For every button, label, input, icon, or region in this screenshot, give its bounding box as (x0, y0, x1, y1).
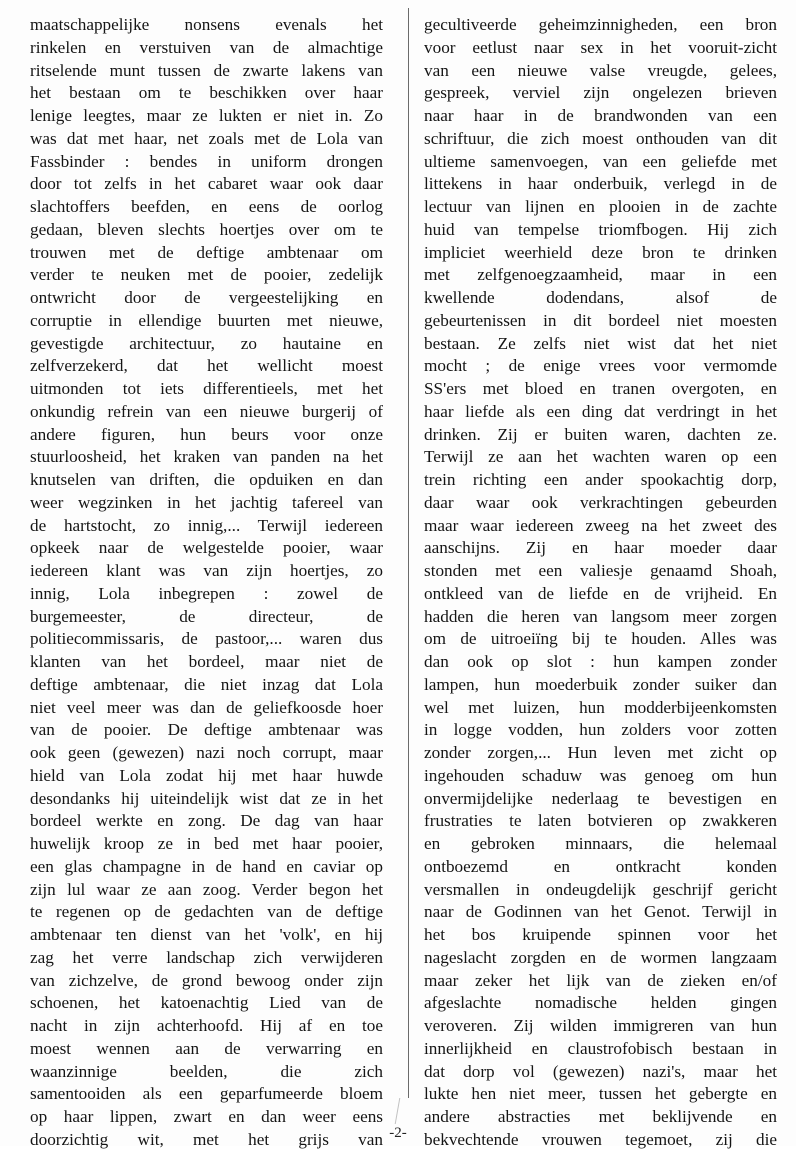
text-line: stonden met een valiesje genaamd Shoah, (424, 561, 777, 580)
text-line: littekens in haar onderbuik, verlegd in de (424, 174, 777, 194)
text-line: knutselen van driften, die opduiken en dan (30, 470, 383, 489)
text-line: stuurloosheid, het kraken van panden na het (30, 447, 383, 467)
text-line: ook geen (gewezen) nazi noch corrupt, maar (30, 743, 383, 762)
text-line: Fassbinder : bendes in uniform drongen (30, 151, 383, 171)
text-line: verder te neuken met de pooier, zedelijk (30, 265, 383, 285)
text-line: wel met luizen, hun modderbijeenkomsten (424, 697, 777, 717)
text-line: ritselende munt tussen de zwarte lakens van (30, 60, 383, 80)
text-line: SS'ers met bloed en tranen overgoten, en (424, 379, 777, 398)
text-line: weer wegzinken in het jachtig tafereel van (30, 492, 383, 512)
text-line: maatschappelijke nonsens evenals het (30, 15, 383, 34)
text-line: veroveren. Zij wilden immigreren van hun (424, 1016, 777, 1035)
text-line: innerlijkheid en claustrofobisch bestaan in (424, 1038, 777, 1058)
text-line: andere figuren, hun beurs voor onze (30, 424, 383, 444)
text-line: op haar lippen, zwart en dan weer eens (30, 1107, 383, 1126)
text-line: opkeek naar de welgestelde pooier, waar (30, 538, 383, 558)
text-line: te regenen op de gedachten van de deftige (30, 902, 383, 922)
text-line: gedaan, bleven slechts hoertjes over om te (30, 219, 383, 239)
text-line: moest wennen aan de verwarring en (30, 1038, 383, 1058)
text-line: deftige ambtenaar, die niet inzag dat Lola (30, 674, 383, 694)
text-line: naar de Godinnen van het Genot. Terwijl in (424, 902, 777, 922)
text-line: aanschijns. Zij en haar moeder daar (424, 538, 777, 558)
text-line: slachtoffers beefden, en eens de oorlog (30, 197, 383, 216)
text-line: ontkleed van de liefde en de vrijheid. En (424, 583, 777, 603)
text-line: waanzinnige beelden, die zich (30, 1061, 383, 1081)
text-line: iedereen klant was van zijn hoertjes, zo (30, 561, 383, 580)
text-line: onkundig refrein van een nieuwe burgerij of (30, 401, 383, 421)
text-line: gevestigde architectuur, zo hautaine en (30, 333, 383, 353)
text-line: maar zeker het lijk van de zieken en/of (424, 970, 777, 990)
right-text-column (424, 14, 777, 1152)
text-line: dan ook op slot : hun kampen zonder (424, 652, 777, 671)
text-line: nageslacht zorgden en de wormen langzaam (424, 947, 777, 967)
text-line: rinkelen en verstuiven van de almachtige (30, 37, 383, 57)
text-line: zelfverzekerd, dat het wellicht moest (30, 356, 383, 376)
text-line: versmallen in ondeugdelijk geschrijf gericht (424, 879, 777, 899)
text-line: zag het verre landschap zich verwijderen (30, 947, 383, 967)
text-line: gecultiveerde geheimzinnigheden, een bron (424, 15, 777, 34)
text-line: uitmonden tot iets differentieels, met het (30, 379, 383, 398)
text-line: schoenen, het katoenachtig Lied van de (30, 993, 383, 1013)
text-line: innig, Lola inbegrepen : zowel de (30, 583, 383, 603)
text-line: hield van Lola zodat hij met haar huwde (30, 765, 383, 785)
text-line: nacht in zijn achterhoofd. Hij af en toe (30, 1016, 383, 1035)
text-line: het bestaan om te beschikken over haar (30, 83, 383, 103)
text-line: zijn lul waar ze aan zoog. Verder begon het (30, 879, 383, 899)
text-line: andere abstracties met beklijvende en (424, 1107, 777, 1126)
text-line: ingehouden schaduw was genoeg om hun (424, 765, 777, 785)
text-line: de hartstocht, zo innig,... Terwijl iedereen (30, 515, 383, 535)
text-line: daar waar ook verkrachtingen gebeurden (424, 492, 777, 512)
text-line: Terwijl ze aan het wachten waren op een (424, 447, 777, 467)
text-line: dat dorp vol (gewezen) nazi's, maar het (424, 1061, 777, 1081)
text-line: niet veel meer was dan de geliefkoosde hoer (30, 697, 383, 717)
text-line: klanten van het bordeel, maar niet de (30, 652, 383, 671)
text-line: afgeslachte nomadische helden gingen (424, 993, 777, 1013)
text-line: lectuur van lijnen en plooien in de zachte (424, 197, 777, 216)
text-line: doorzichtig wit, met het grijs van (30, 1129, 383, 1149)
text-line: in logge vodden, hun zolders voor zotten (424, 720, 777, 740)
scan-artifact (395, 1098, 415, 1124)
text-line: bestaan. Ze zelfs niet wist dat het niet (424, 333, 777, 353)
text-line: lukte hen niet meer, tussen het gebergte en (424, 1084, 777, 1104)
text-line: maar waar iedereen zweeg na het zweet des (424, 515, 777, 535)
text-line: en gebroken minnaars, die helemaal (424, 834, 777, 853)
text-line: voor eetlust naar sex in het vooruit-zicht (424, 37, 777, 57)
text-line: naar haar in de brandwonden van een (424, 106, 777, 125)
text-line: zonder zorgen,... Hun leven met zicht op (424, 743, 777, 762)
text-line: desondanks hij uiteindelijk wist dat ze in het (30, 788, 383, 808)
text-line: ambtenaar ten dienst van het 'volk', en hij (30, 925, 383, 944)
text-line: van zichzelve, de grond bewoog onder zijn (30, 970, 383, 990)
page-number: -2- (389, 1125, 407, 1141)
text-line: politiecommissaris, de pastoor,... waren dus (30, 629, 383, 649)
text-line: ultieme samenvoegen, van een geliefde met (424, 151, 777, 171)
text-line: mocht ; de enige vrees voor vermomde (424, 356, 777, 376)
text-line: van een nieuwe valse vreugde, gelees, (424, 60, 777, 80)
text-line: kwellende dodendans, alsof de (424, 288, 777, 307)
column-divider (408, 8, 409, 1098)
text-line: huwelijk kroop ze in bed met haar pooier, (30, 834, 383, 853)
text-line: met zelfgenoegzaamheid, maar in een (424, 265, 777, 285)
text-line: huid van tempelse triomfbogen. Hij zich (424, 219, 777, 239)
text-line: lampen, hun moederbuik zonder suiker dan (424, 674, 777, 694)
text-line: corruptie in ellendige buurten met nieuwe, (30, 310, 383, 330)
text-line: drinken. Zij er buiten waren, dachten ze. (424, 424, 777, 444)
text-line: frustraties te laten botvieren op zwakkeren (424, 811, 777, 831)
text-line: lenige leegtes, maar ze lukten er niet in. Zo (30, 106, 383, 125)
text-line: gebeurtenissen in dit bordeel niet moesten (424, 310, 777, 330)
text-line: samentooiden als een geparfumeerde bloem (30, 1084, 383, 1104)
text-line: was dat met haar, net zoals met de Lola van (30, 128, 383, 148)
text-line: bekvechtende vrouwen tegemoet, zij die (424, 1129, 777, 1149)
text-line: schriftuur, die zich moest onthouden van dit (424, 128, 777, 148)
text-line: gespreek, verviel zijn ongelezen brieven (424, 83, 777, 103)
text-line: ontboezemd en ontkracht konden (424, 856, 777, 876)
text-line: trein richting een ander spookachtig dorp, (424, 470, 777, 489)
text-line: impliciet weerhield deze bron te drinken (424, 242, 777, 262)
text-line: burgemeester, de directeur, de (30, 606, 383, 626)
text-line: hadden die heren van langsom meer zorgen (424, 606, 777, 626)
text-line: van de pooier. De deftige ambtenaar was (30, 720, 383, 740)
text-line: onvermijdelijke nederlaag te bevestigen en (424, 788, 777, 808)
text-line: een glas champagne in de hand en caviar op (30, 856, 383, 876)
text-line: bordeel werkte en zong. De dag van haar (30, 811, 383, 831)
text-line: het bos kruipende spinnen voor het (424, 925, 777, 944)
text-line: trouwen met de deftige ambtenaar om (30, 242, 383, 262)
text-line: door tot zelfs in het cabaret waar ook daar (30, 174, 383, 194)
left-text-column (30, 14, 383, 1152)
text-line: om de uitroeiïng bij te houden. Alles was (424, 629, 777, 649)
text-line: ontwricht door de vergeestelijking en (30, 288, 383, 307)
text-line: haar liefde als een ding dat verdringt in het (424, 401, 777, 421)
